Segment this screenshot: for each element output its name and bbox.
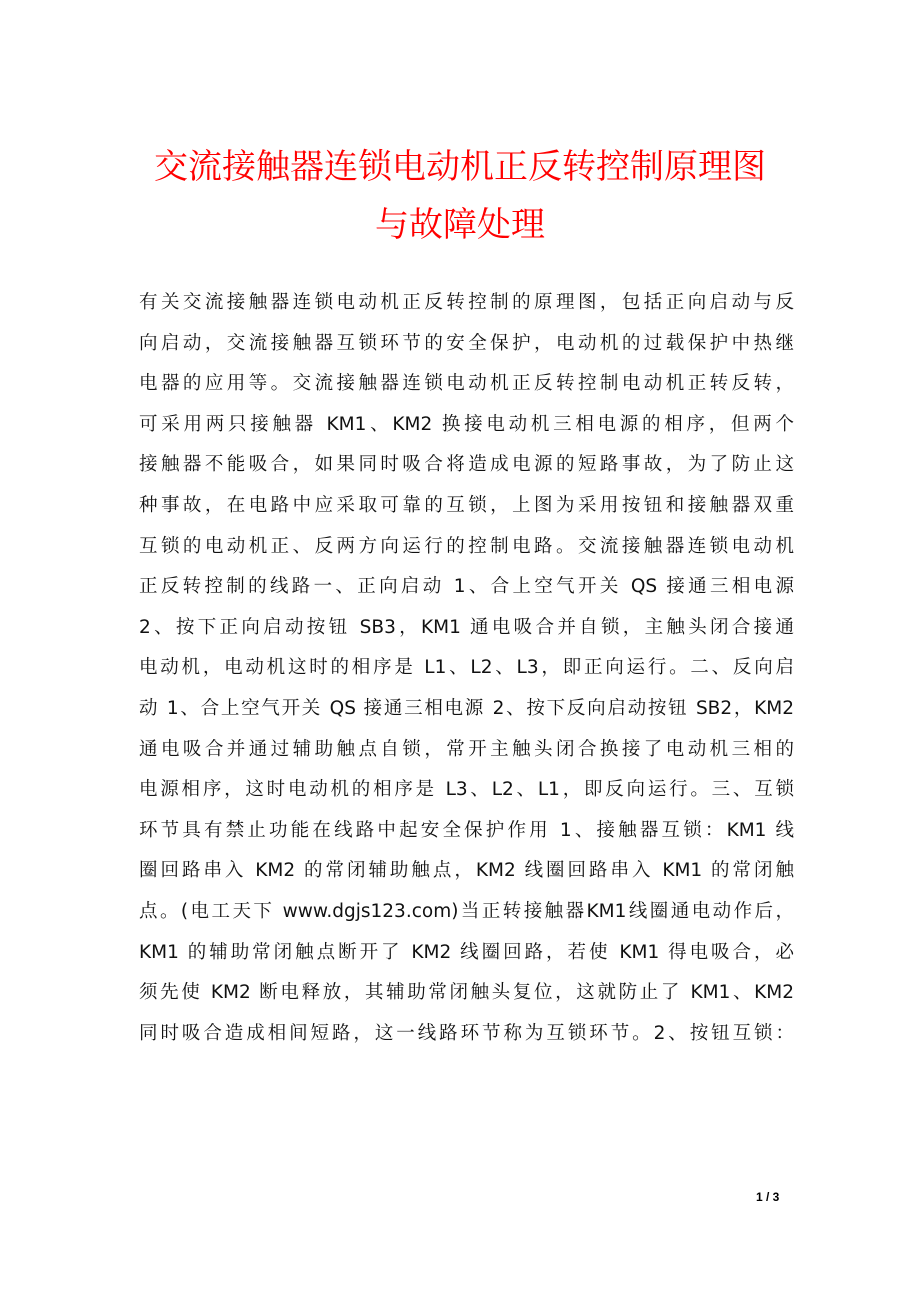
page-number: 1 / 3 <box>756 1190 780 1204</box>
body-line: 动 1、合上空气开关 QS 接通三相电源 2、按下反向启动按钮 SB2，KM2 <box>139 697 794 719</box>
body-line: 向启动，交流接触器互锁环节的安全保护，电动机的过载保护中热继 <box>139 332 794 354</box>
document-title-line-2: 与故障处理 <box>375 205 545 245</box>
body-line: KM1 的辅助常闭触点断开了 KM2 线圈回路，若使 KM1 得电吸合，必 <box>139 941 794 963</box>
body-line: 有关交流接触器连锁电动机正反转控制的原理图，包括正向启动与反 <box>139 292 794 313</box>
body-line: 接触器不能吸合，如果同时吸合将造成电源的短路事故，为了防止这 <box>139 454 794 476</box>
document-body <box>139 283 794 1054</box>
body-line: 可采用两只接触器 KM1、KM2 换接电动机三相电源的相序，但两个 <box>139 413 794 435</box>
body-line: 点。(电工天下 www.dgjs123.com)当正转接触器KM1线圈通电动作后， <box>139 900 794 922</box>
body-line: 正反转控制的线路一、正向启动 1、合上空气开关 QS 接通三相电源 <box>139 576 794 598</box>
body-line: 2、按下正向启动按钮 SB3，KM1 通电吸合并自锁，主触头闭合接通 <box>139 616 794 638</box>
body-line: 互锁的电动机正、反两方向运行的控制电路。交流接触器连锁电动机 <box>139 535 794 557</box>
document-title-line-1: 交流接触器连锁电动机正反转控制原理图 <box>154 147 766 187</box>
body-line: 通电吸合并通过辅助触点自锁，常开主触头闭合换接了电动机三相的 <box>139 738 794 760</box>
body-line: 电器的应用等。交流接触器连锁电动机正反转控制电动机正转反转， <box>139 373 794 395</box>
body-line: 种事故，在电路中应采取可靠的互锁，上图为采用按钮和接触器双重 <box>139 494 794 516</box>
body-line: 环节具有禁止功能在线路中起安全保护作用 1、接触器互锁：KM1 线 <box>139 819 794 841</box>
body-line: 同时吸合造成相间短路，这一线路环节称为互锁环节。2、按钮互锁： <box>139 1022 794 1044</box>
body-line: 须先使 KM2 断电释放，其辅助常闭触头复位，这就防止了 KM1、KM2 <box>139 982 794 1004</box>
body-line: 电动机，电动机这时的相序是 L1、L2、L3，即正向运行。二、反向启 <box>139 657 794 679</box>
body-line: 圈回路串入 KM2 的常闭辅助触点，KM2 线圈回路串入 KM1 的常闭触 <box>139 860 794 882</box>
body-line: 电源相序，这时电动机的相序是 L3、L2、L1，即反向运行。三、互锁 <box>139 779 794 801</box>
